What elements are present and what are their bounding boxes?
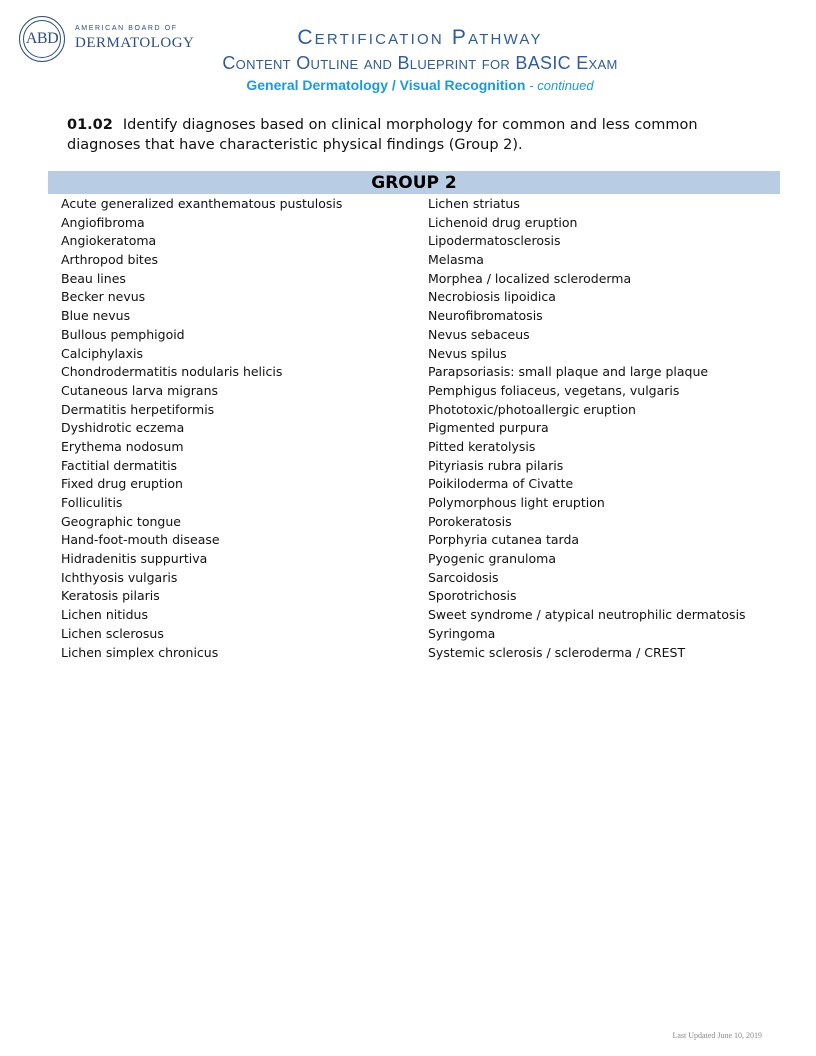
- diagnosis-item: Dyshidrotic eczema: [61, 420, 185, 436]
- diagnosis-item: Hidradenitis suppurtiva: [61, 551, 208, 567]
- diagnosis-item: Erythema nodosum: [61, 438, 184, 454]
- diagnosis-item: Folliculitis: [61, 495, 123, 510]
- diagnosis-item: Pigmented purpura: [428, 420, 549, 436]
- diagnosis-item: Dermatitis herpetiformis: [61, 401, 215, 417]
- diagnosis-item: Necrobiosis lipoidica: [428, 289, 556, 305]
- diagnosis-item: Bullous pemphigoid: [61, 326, 185, 342]
- diagnosis-item: Pemphigus foliaceus, vegetans, vulgaris: [428, 382, 680, 398]
- diagnosis-item: Fixed drug eruption: [61, 476, 183, 492]
- diagnosis-item: Cutaneous larva migrans: [61, 382, 219, 398]
- diagnosis-item: Syringoma: [428, 625, 496, 641]
- diagnosis-item: Lichen nitidus: [61, 607, 148, 623]
- diagnosis-item: Sarcoidosis: [428, 569, 499, 585]
- diagnosis-item: Morphea / localized scleroderma: [428, 270, 632, 286]
- org-name-line1: AMERICAN BOARD OF: [75, 25, 178, 32]
- org-name-line2: DERMATOLOGY: [75, 35, 195, 51]
- diagnosis-item: Lichen sclerosus: [61, 625, 164, 641]
- objective-code: 01.02: [67, 117, 113, 133]
- objective-text: Identify diagnoses based on clinical morphology for common and less common diagnoses that have characteristic physical findings (Group 2).: [67, 117, 698, 153]
- diagnosis-item: Keratosis pilaris: [61, 588, 160, 604]
- diagnosis-item: Systemic sclerosis / scleroderma / CREST: [428, 644, 686, 660]
- diagnosis-item: Angiofibroma: [61, 214, 145, 230]
- diagnosis-item: Nevus spilus: [428, 345, 507, 361]
- left-diagnosis-list: [61, 195, 342, 662]
- diagnosis-item: Ichthyosis vulgaris: [61, 569, 178, 585]
- diagnosis-item: Arthropod bites: [61, 252, 159, 268]
- diagnosis-item: Angiokeratoma: [61, 233, 157, 249]
- section-title: General Dermatology / Visual Recognition: [246, 77, 526, 93]
- diagnosis-item: Neurofibromatosis: [428, 308, 543, 324]
- diagnosis-item: Pitted keratolysis: [428, 438, 536, 454]
- diagnosis-item: Blue nevus: [61, 308, 131, 324]
- diagnosis-item: Melasma: [428, 252, 484, 268]
- diagnosis-item: Porokeratosis: [428, 513, 512, 529]
- diagnosis-item: Factitial dermatitis: [61, 457, 178, 473]
- diagnosis-item: Sweet syndrome / atypical neutrophilic dermatosis: [428, 607, 746, 623]
- diagnosis-item: Parapsoriasis: small plaque and large plaque: [428, 364, 709, 380]
- diagnosis-item: Polymorphous light eruption: [428, 495, 605, 510]
- diagnosis-item: Poikiloderma of Civatte: [428, 476, 574, 492]
- diagnosis-item: Sporotrichosis: [428, 588, 517, 604]
- diagnosis-item: Acute generalized exanthematous pustulosis: [61, 196, 343, 211]
- right-diagnosis-list: [428, 195, 746, 662]
- diagnosis-item: Lipodermatosclerosis: [428, 233, 561, 249]
- diagnosis-item: Lichen simplex chronicus: [61, 644, 219, 660]
- last-updated: Last Updated June 10, 2019: [672, 1031, 762, 1040]
- diagnosis-item: Phototoxic/photoallergic eruption: [428, 401, 636, 417]
- diagnosis-item: Pityriasis rubra pilaris: [428, 457, 564, 473]
- diagnosis-item: Lichenoid drug eruption: [428, 214, 578, 230]
- page-subtitle: Content Outline and Blueprint for BASIC Exam: [222, 53, 618, 73]
- seal-text: ABD: [25, 30, 59, 47]
- abd-seal-icon: [19, 16, 65, 62]
- diagnosis-item: Geographic tongue: [61, 513, 181, 529]
- section-suffix: - continued: [529, 78, 594, 93]
- diagnosis-item: Hand-foot-mouth disease: [61, 532, 220, 548]
- group-header: GROUP 2: [48, 171, 780, 194]
- diagnosis-item: Porphyria cutanea tarda: [428, 532, 580, 548]
- diagnosis-item: Beau lines: [61, 270, 126, 286]
- diagnosis-item: Calciphylaxis: [61, 345, 143, 361]
- objective: [67, 115, 767, 155]
- diagnosis-item: Lichen striatus: [428, 196, 520, 211]
- section-heading: [150, 77, 690, 93]
- diagnosis-item: Chondrodermatitis nodularis helicis: [61, 364, 283, 380]
- diagnosis-item: Becker nevus: [61, 289, 146, 305]
- diagnosis-item: Nevus sebaceus: [428, 326, 530, 342]
- page-title: Certification Pathway: [297, 26, 543, 49]
- diagnosis-item: Pyogenic granuloma: [428, 551, 556, 567]
